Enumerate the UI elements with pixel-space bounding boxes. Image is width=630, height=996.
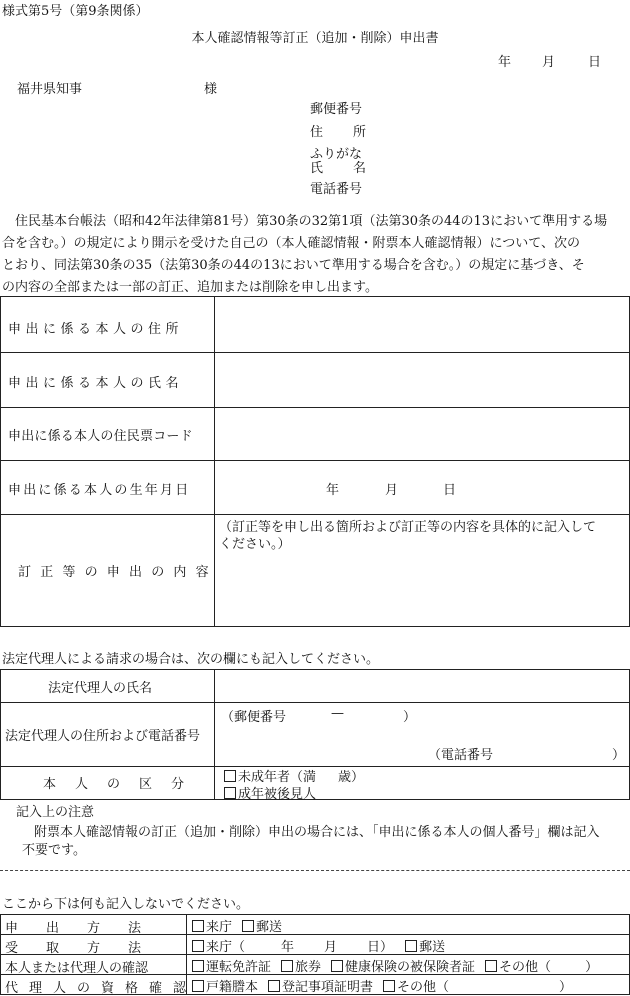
date-day-label: 日: [588, 55, 602, 70]
agent-postal-dash: —: [331, 706, 344, 721]
applicant-postal-label: 郵便番号: [310, 102, 363, 117]
intro-line-1: 住民基本台帳法（昭和42年法律第81号）第30条の32第1項（法第30条の44の13において準用する場: [15, 214, 608, 229]
registry-cert-checkbox[interactable]: [268, 980, 280, 992]
other-id-checkbox[interactable]: [485, 960, 497, 972]
office-row-3-items: [192, 956, 598, 975]
receive-month: 月: [324, 940, 338, 955]
notes-heading: 記入上の注意: [16, 805, 95, 820]
row-content-label: 訂正等の申出の内容: [18, 565, 218, 580]
office-row-2-items: [192, 936, 445, 955]
applicant-name-label-2: 名: [352, 161, 366, 176]
applicant-name-label-1: 氏: [310, 161, 324, 176]
notes-body-line-1: 附票本人確認情報の訂正（追加・削除）申出の場合には、「申出に係る本人の個人番号」欄は記入: [34, 825, 600, 840]
agent-name-label: 法定代理人の氏名: [48, 681, 153, 696]
other-qual-text: その他（: [397, 980, 450, 995]
mail-text: 郵送: [256, 920, 283, 935]
office-intro: ここから下は何も記入しないでください。: [2, 897, 250, 912]
agent-category-label: 本人の区分: [43, 777, 204, 792]
intro-line-3: とおり、同法第30条の35（法第30条の44の13において準用する場合を含む。）の規定に基づき、そ: [2, 258, 585, 273]
intro-paragraph: [2, 211, 628, 299]
license-checkbox[interactable]: [192, 960, 204, 972]
other-qual-checkbox[interactable]: [383, 980, 395, 992]
agent-address-label: 法定代理人の住所および電話番号: [5, 729, 201, 744]
addressee-name: 福井県知事: [17, 82, 83, 97]
form-number: 様式第5号（第9条関係）: [2, 4, 149, 19]
office-row-1-items: [192, 916, 282, 935]
applicant-address-label: [310, 121, 366, 140]
receive-day: 日）: [367, 940, 394, 955]
cut-line: [0, 870, 630, 871]
agent-intro: 法定代理人による請求の場合は、次の欄にも記入してください。: [2, 652, 380, 667]
row-resident-code-label: 申出に係る本人の住民票コード: [8, 429, 193, 444]
applicant-address-label-2: 所: [352, 125, 366, 140]
minor-checkbox[interactable]: [224, 770, 236, 782]
intro-line-2: 合を含む。）の規定により開示を受けた自己の（本人確認情報・附票本人確認情報）について、次の: [2, 236, 580, 251]
agent-postal-open: （郵便番号: [221, 710, 287, 725]
receive-visit-text: 来庁（: [206, 940, 246, 955]
date-year-label: 年: [498, 55, 512, 70]
agent-phone-open: （電話番号: [428, 748, 494, 763]
notes-body-line-2: 不要です。: [22, 843, 86, 858]
receive-mail-checkbox[interactable]: [405, 940, 417, 952]
minor-option-suffix: 歳）: [338, 770, 365, 785]
applicant-name-label: [310, 157, 366, 176]
other-qual-close: ）: [559, 980, 573, 995]
license-text: 運転免許証: [206, 960, 272, 975]
office-row-1-label: [5, 917, 180, 936]
applicant-furigana-label: ふりがな: [310, 147, 363, 162]
agent-phone-close: ）: [612, 748, 626, 763]
receive-mail-text: 郵送: [419, 940, 446, 955]
registry-cert-text: 登記事項証明書: [282, 980, 374, 995]
family-register-text: 戸籍謄本: [206, 980, 259, 995]
content-note-line-1: （訂正等を申し出る箇所および訂正等の内容を具体的に記入して: [219, 520, 597, 535]
passport-checkbox[interactable]: [281, 960, 293, 972]
insurance-text: 健康保険の被保険者証: [345, 960, 476, 975]
intro-line-4: の内容の全部または一部の訂正、追加または削除を申し出ます。: [2, 280, 378, 295]
row-name-label: 申出に係る本人の氏名: [8, 376, 184, 391]
passport-text: 旅券: [295, 960, 322, 975]
page-title: 本人確認情報等訂正（追加・削除）申出書: [191, 31, 439, 46]
mail-checkbox[interactable]: [242, 920, 254, 932]
office-row-4-items: [192, 976, 572, 995]
birthdate-day: 日: [443, 483, 457, 498]
office-row-1-label-text: 申出方法: [5, 921, 170, 936]
birthdate-year: 年: [326, 483, 340, 498]
office-row-3-label: 本人または代理人の確認: [5, 961, 149, 976]
family-register-checkbox[interactable]: [192, 980, 204, 992]
content-note-line-2: ください。）: [219, 537, 291, 552]
agent-postal-close: ）: [403, 710, 417, 725]
visit-checkbox[interactable]: [192, 920, 204, 932]
addressee-honorific: 様: [204, 82, 218, 97]
receive-year: 年: [281, 940, 295, 955]
date-month-label: 月: [542, 55, 556, 70]
office-row-4-label: 代理人の資格確認: [5, 981, 198, 996]
adult-ward-option-text: 成年被後見人: [238, 787, 317, 802]
office-row-2-label: 受取方法: [5, 941, 170, 956]
option-adult-ward[interactable]: [224, 783, 316, 802]
receive-visit-checkbox[interactable]: [192, 940, 204, 952]
row-address-label: 申出に係る本人の住所: [8, 322, 184, 337]
applicant-address-label-1: 住: [310, 125, 324, 140]
adult-ward-checkbox[interactable]: [224, 787, 236, 799]
visit-text: 来庁: [206, 920, 233, 935]
minor-option-text: 未成年者（満: [238, 770, 317, 785]
other-id-text: その他（: [499, 960, 552, 975]
insurance-checkbox[interactable]: [331, 960, 343, 972]
applicant-phone-label: 電話番号: [310, 182, 363, 197]
row-birthdate-label: 申出に係る本人の生年月日: [8, 483, 191, 498]
other-id-close: ）: [585, 960, 599, 975]
birthdate-month: 月: [385, 483, 399, 498]
